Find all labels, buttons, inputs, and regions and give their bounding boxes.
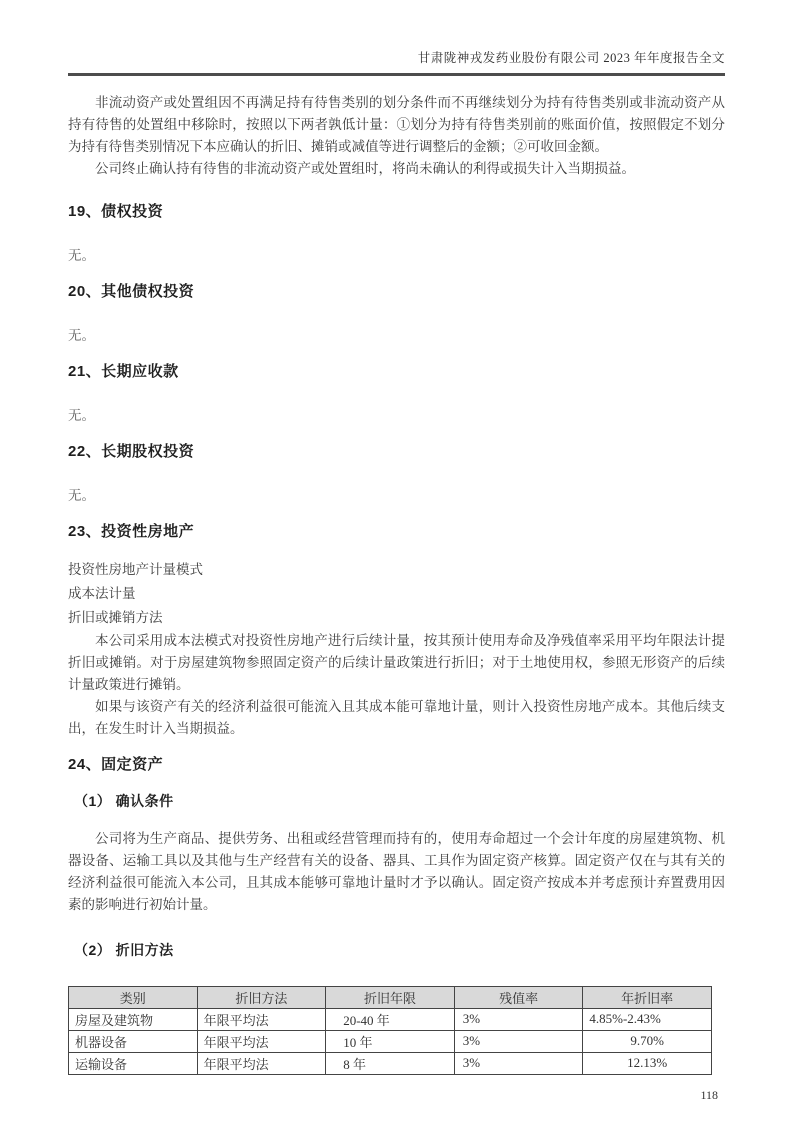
measurement-mode-label: 投资性房地产计量模式 — [68, 561, 203, 577]
cell-years: 20-40 年 — [326, 1008, 455, 1030]
table-row — [69, 1052, 712, 1074]
intro-paragraph-1: 非流动资产或处置组因不再满足持有待售类别的划分条件而不再继续划分为持有待售类别或非流动资产从持有待售的处置组中移除时，按照以下两者孰低计量：①划分为持有待售类别前的账面价值，按照假定不划分为持有待售类别情况下本应确认的折旧、摊销或减值等进行调整后的金额；②可收回金额。 — [68, 94, 725, 154]
section-24-sub1-paragraph: 公司将为生产商品、提供劳务、出租或经营管理而持有的，使用寿命超过一个会计年度的房屋建筑物、机器设备、运输工具以及其他与生产经营有关的设备、器具、工具作为固定资产核算。固定资产仅在与其有关的经济利益很可能流入本公司，且其成本能够可靠地计量时才予以确认。固定资产按成本并考虑预计弃置费用因素的影响进行初始计量。 — [68, 830, 725, 912]
section-22-heading: 22、长期股权投资 — [68, 442, 195, 460]
section-19-heading: 19、债权投资 — [68, 202, 164, 220]
report-header-title: 甘肃陇神戎发药业股份有限公司 2023 年年度报告全文 — [417, 51, 725, 65]
col-header-method: 折旧方法 — [197, 986, 326, 1008]
depreciation-table — [68, 986, 712, 1075]
section-23-paragraph-1: 本公司采用成本法模式对投资性房地产进行后续计量，按其预计使用寿命及净残值率采用平均年限法计提折旧或摊销。对于房屋建筑物参照固定资产的后续计量政策进行折旧；对于土地使用权，参照无形资产的后续计量政策进行摊销。 — [68, 632, 725, 692]
section-21-heading: 21、长期应收款 — [68, 362, 179, 380]
table-header-row — [69, 986, 712, 1008]
section-24-sub1-heading: （1） 确认条件 — [74, 792, 174, 809]
cell-residual-rate: 3% — [454, 1052, 583, 1074]
section-23-paragraph-2: 如果与该资产有关的经济利益很可能流入且其成本能可靠地计量，则计入投资性房地产成本。其他后续支出，在发生时计入当期损益。 — [68, 698, 725, 736]
cell-method: 年限平均法 — [197, 1008, 326, 1030]
col-header-category: 类别 — [69, 986, 198, 1008]
cell-annual-rate: 4.85%-2.43% — [583, 1008, 712, 1030]
section-23-measurement-lines — [68, 558, 725, 630]
page-number: 118 — [700, 1087, 718, 1102]
section-23-heading: 23、投资性房地产 — [68, 522, 195, 540]
cell-method: 年限平均法 — [197, 1052, 326, 1074]
col-header-residual-rate: 残值率 — [454, 986, 583, 1008]
section-24-sub2-heading: （2） 折旧方法 — [74, 941, 174, 958]
cell-years: 8 年 — [326, 1052, 455, 1074]
cell-years: 10 年 — [326, 1030, 455, 1052]
cell-annual-rate: 9.70% — [583, 1030, 712, 1052]
cost-method-label: 成本法计量 — [68, 585, 136, 601]
depreciation-amortization-label: 折旧或摊销方法 — [68, 609, 163, 625]
section-21-body: 无。 — [68, 407, 95, 423]
section-24-heading: 24、固定资产 — [68, 755, 164, 773]
cell-residual-rate: 3% — [454, 1008, 583, 1030]
col-header-years: 折旧年限 — [326, 986, 455, 1008]
cell-residual-rate: 3% — [454, 1030, 583, 1052]
cell-category: 房屋及建筑物 — [69, 1008, 198, 1030]
section-20-heading: 20、其他债权投资 — [68, 282, 195, 300]
section-19-body: 无。 — [68, 247, 95, 263]
cell-category: 机器设备 — [69, 1030, 198, 1052]
cell-annual-rate: 12.13% — [583, 1052, 712, 1074]
table-row — [69, 1030, 712, 1052]
intro-paragraph-2: 公司终止确认持有待售的非流动资产或处置组时，将尚未确认的利得或损失计入当期损益。 — [95, 160, 635, 176]
section-20-body: 无。 — [68, 327, 95, 343]
col-header-annual-rate: 年折旧率 — [583, 986, 712, 1008]
section-22-body: 无。 — [68, 487, 95, 503]
header-rule — [68, 73, 725, 76]
table-row — [69, 1008, 712, 1030]
cell-method: 年限平均法 — [197, 1030, 326, 1052]
cell-category: 运输设备 — [69, 1052, 198, 1074]
